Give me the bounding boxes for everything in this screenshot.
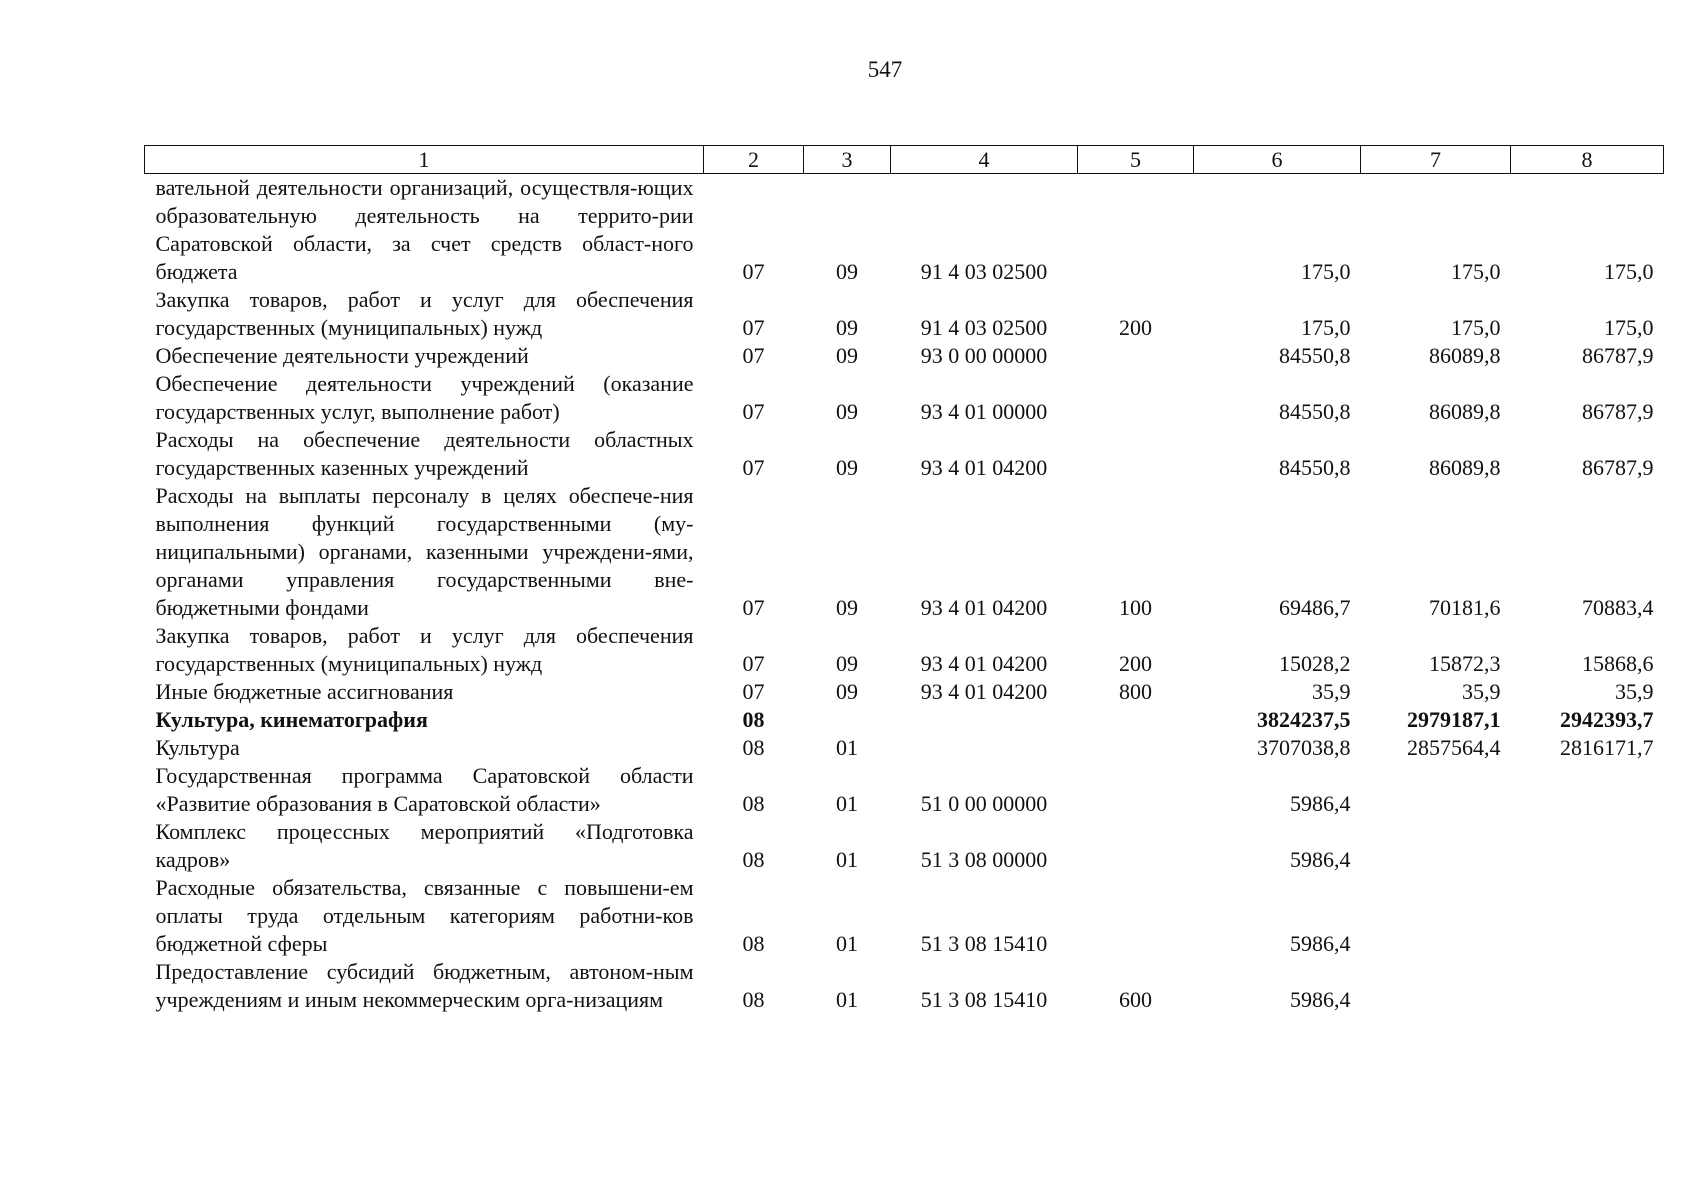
- row-col-6: 15028,2: [1279, 651, 1351, 676]
- page-number: 547: [867, 57, 903, 82]
- row-col-6: 5986,4: [1290, 987, 1351, 1012]
- header-col-8: 8: [1511, 146, 1664, 174]
- row-col-3: 01: [836, 735, 858, 760]
- row-col-8: 15868,6: [1582, 651, 1654, 676]
- row-col-3: 09: [836, 595, 858, 620]
- row-col-7: 86089,8: [1429, 399, 1501, 424]
- row-name: Иные бюджетные ассигнования: [155, 679, 454, 704]
- row-col-7: 175,0: [1451, 259, 1501, 284]
- row-col-4: 93 4 01 00000: [920, 399, 1048, 424]
- row-col-4: 93 4 01 04200: [920, 651, 1048, 676]
- row-col-4: [891, 706, 1078, 734]
- row-col-6: 35,9: [1312, 679, 1351, 704]
- row-col-6: 175,0: [1301, 259, 1351, 284]
- row-col-8: 2942393,7: [1560, 707, 1654, 732]
- row-col-8: 86787,9: [1582, 455, 1654, 480]
- row-col-2: 07: [742, 651, 765, 676]
- row-col-3: 09: [836, 455, 858, 480]
- row-col-7: 70181,6: [1429, 595, 1501, 620]
- header-col-1: 1: [145, 146, 704, 174]
- row-col-5: [1078, 706, 1194, 734]
- row-col-6: 175,0: [1301, 315, 1351, 340]
- row-col-2: 08: [742, 791, 765, 816]
- row-col-8: 2816171,7: [1560, 735, 1654, 760]
- header-col-2: 2: [704, 146, 804, 174]
- row-col-3: 01: [836, 987, 858, 1012]
- table-row: [145, 622, 1664, 678]
- table-row: [145, 174, 1664, 287]
- row-col-5: [1078, 174, 1194, 287]
- row-name: Закупка товаров, работ и услуг для обеспечения государственных (муниципальных) нужд: [155, 623, 694, 676]
- row-col-7: 86089,8: [1429, 343, 1501, 368]
- row-col-2: 07: [742, 315, 765, 340]
- header-col-5: 5: [1078, 146, 1194, 174]
- row-col-8: 175,0: [1604, 315, 1654, 340]
- header-col-6: 6: [1194, 146, 1361, 174]
- table-row: [145, 286, 1664, 342]
- row-col-8: 70883,4: [1582, 595, 1654, 620]
- row-col-7: [1361, 762, 1511, 818]
- row-col-6: 69486,7: [1279, 595, 1351, 620]
- row-col-4: 93 4 01 04200: [920, 679, 1048, 704]
- row-col-6: 5986,4: [1290, 847, 1351, 872]
- row-col-3: 09: [836, 399, 858, 424]
- table-row: [145, 818, 1664, 874]
- header-col-4: 4: [891, 146, 1078, 174]
- header-col-3: 3: [804, 146, 891, 174]
- row-col-4: [891, 734, 1078, 762]
- row-col-3: 09: [836, 651, 858, 676]
- row-name: Предоставление субсидий бюджетным, автоном-ным учреждениям и иным некоммерческим орга-низациям: [155, 959, 694, 1012]
- table-row: [145, 370, 1664, 426]
- row-col-8: 175,0: [1604, 259, 1654, 284]
- table-row: [145, 482, 1664, 622]
- row-name: Расходы на обеспечение деятельности областных государственных казенных учреждений: [155, 427, 694, 480]
- row-col-4: 51 0 00 00000: [920, 791, 1048, 816]
- row-col-8: 86787,9: [1582, 399, 1654, 424]
- row-col-5: [1078, 734, 1194, 762]
- row-col-8: [1511, 874, 1664, 958]
- row-name: Обеспечение деятельности учреждений: [155, 343, 529, 368]
- row-col-5: 200: [1119, 651, 1152, 676]
- row-col-2: 07: [742, 343, 765, 368]
- table-row: [145, 678, 1664, 706]
- row-name: Культура, кинематография: [155, 707, 428, 732]
- row-col-7: [1361, 874, 1511, 958]
- table-header-row: [145, 146, 1664, 174]
- table-row: [145, 958, 1664, 1014]
- row-col-7: [1361, 818, 1511, 874]
- row-col-5: 800: [1119, 679, 1152, 704]
- row-name: Государственная программа Саратовской области «Развитие образования в Саратовской области»: [155, 763, 694, 816]
- row-col-4: 93 4 01 04200: [920, 455, 1048, 480]
- row-col-5: [1078, 370, 1194, 426]
- row-col-3: 01: [836, 931, 858, 956]
- row-col-8: 35,9: [1615, 679, 1654, 704]
- row-col-4: 91 4 03 02500: [920, 315, 1048, 340]
- row-col-8: 86787,9: [1582, 343, 1654, 368]
- row-col-3: 01: [836, 847, 858, 872]
- header-col-7: 7: [1361, 146, 1511, 174]
- row-col-4: 51 3 08 00000: [920, 847, 1048, 872]
- row-col-4: 91 4 03 02500: [920, 259, 1048, 284]
- row-col-6: 84550,8: [1279, 399, 1351, 424]
- row-col-6: 3707038,8: [1257, 735, 1351, 760]
- row-col-8: [1511, 958, 1664, 1014]
- table-row: [145, 342, 1664, 370]
- table-body: [145, 174, 1664, 1015]
- row-col-2: 08: [742, 987, 765, 1012]
- row-col-6: 5986,4: [1290, 931, 1351, 956]
- row-col-5: [1078, 342, 1194, 370]
- row-col-5: [1078, 818, 1194, 874]
- row-col-5: [1078, 426, 1194, 482]
- row-col-3: 01: [836, 791, 858, 816]
- row-col-7: 15872,3: [1429, 651, 1501, 676]
- table-row: [145, 426, 1664, 482]
- row-col-7: 2979187,1: [1407, 707, 1501, 732]
- row-col-2: 07: [742, 399, 765, 424]
- table-row: [145, 706, 1664, 734]
- row-name: Комплекс процессных мероприятий «Подготовка кадров»: [155, 819, 694, 872]
- row-col-2: 08: [742, 931, 765, 956]
- row-col-5: 200: [1119, 315, 1152, 340]
- row-col-4: 51 3 08 15410: [920, 987, 1048, 1012]
- row-col-2: 08: [742, 707, 765, 732]
- row-col-6: 84550,8: [1279, 343, 1351, 368]
- row-name: Расходные обязательства, связанные с повышени-ем оплаты труда отдельным категориям работни-ков бюджетной сферы: [155, 875, 694, 956]
- row-col-5: 600: [1119, 987, 1152, 1012]
- row-col-3: 09: [836, 315, 858, 340]
- row-col-3: 09: [836, 679, 858, 704]
- row-col-4: 51 3 08 15410: [920, 931, 1048, 956]
- row-col-2: 08: [742, 847, 765, 872]
- row-name: Расходы на выплаты персоналу в целях обеспече-ния выполнения функций государственными (му-ниципальными) органами, казенными учреждени-ями, органами управления государственными вне-бюджетными фондами: [155, 483, 694, 620]
- row-col-2: 07: [742, 595, 765, 620]
- row-col-5: [1078, 762, 1194, 818]
- row-name: Культура: [155, 735, 240, 760]
- row-col-4: 93 4 01 04200: [920, 595, 1048, 620]
- row-col-2: 08: [742, 735, 765, 760]
- row-col-2: 07: [742, 679, 765, 704]
- table-row: [145, 762, 1664, 818]
- row-col-5: 100: [1119, 595, 1152, 620]
- row-col-3: 09: [836, 259, 858, 284]
- row-col-3: [804, 706, 891, 734]
- row-col-6: 5986,4: [1290, 791, 1351, 816]
- row-col-7: 35,9: [1462, 679, 1501, 704]
- row-name: вательной деятельности организаций, осуществля-ющих образовательную деятельность на террито-рии Саратовской области, за счет средств област-ного бюджета: [155, 175, 694, 284]
- row-col-5: [1078, 874, 1194, 958]
- budget-table: [144, 145, 1664, 1014]
- row-col-3: 09: [836, 343, 858, 368]
- row-name: Обеспечение деятельности учреждений (оказание государственных услуг, выполнение работ): [155, 371, 694, 424]
- row-col-7: [1361, 958, 1511, 1014]
- row-col-7: 175,0: [1451, 315, 1501, 340]
- row-col-7: 2857564,4: [1407, 735, 1501, 760]
- table-row: [145, 734, 1664, 762]
- row-col-8: [1511, 818, 1664, 874]
- row-col-4: 93 0 00 00000: [920, 343, 1048, 368]
- row-col-2: 07: [742, 259, 765, 284]
- row-col-6: 84550,8: [1279, 455, 1351, 480]
- row-col-8: [1511, 762, 1664, 818]
- row-col-6: 3824237,5: [1257, 707, 1351, 732]
- row-col-7: 86089,8: [1429, 455, 1501, 480]
- row-name: Закупка товаров, работ и услуг для обеспечения государственных (муниципальных) нужд: [155, 287, 694, 340]
- row-col-2: 07: [742, 455, 765, 480]
- table-row: [145, 874, 1664, 958]
